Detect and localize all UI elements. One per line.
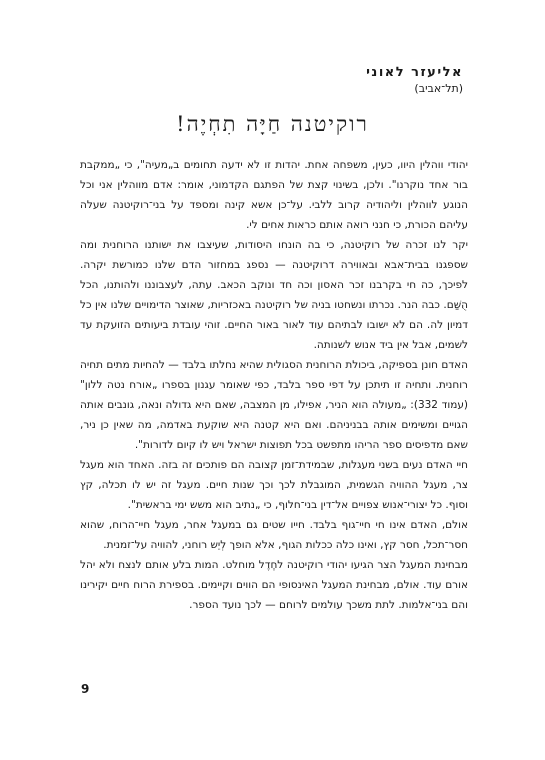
author-block [366, 64, 463, 96]
paragraph: אולם, האדם אינו חי חיי־גוף בלבד. חייו שטים גם במעגל אחר, מעגל חיי־הרוח, שהוא חסר־תכל, חסר קץ, ואינו כלה ככלות הגוף, אלא הופך לְיֵש רוחני, להוויה על־זמנית. [80, 519, 468, 551]
article-body [80, 155, 468, 615]
page-number: 9 [81, 682, 90, 696]
author-city: (תל־אביב) [414, 82, 463, 95]
paragraph: האדם חונן בספיקה, ביכולת הרוחנית הסגולית שהיא נחלתו בלבד — להחיות מתים תחיה רוחנית. ותחיה זו תיתכן על דפי ספר בלבד, כפי שאומר עגנון בספרו „אורח נטה ללון" (עמוד 332): „מעולה הוא הניר, אפילו, מן המצבה, שאם היא גדולה ונאה, גונבים אותה הגויים ומשימים אותה בבניניהם. ואם היא קטנה היא שוקעת באדמה, מה שאין כן ניר, שאם מדפיסים ספר הריהו מתפשט בכל תפוצות ישראל ויש לו קיום לדורות". [80, 359, 468, 451]
paragraph: יקר לנו זכרה של רוקיטנה, כי בה הונחו היסודות, שעיצבו את ישותנו הרוחנית ומה שספגנו בבית־אבא ובאווירה דרוקיטנה — נספג במחזור הדם שלנו כמורשת יקרה. לפיכך, כה חי בקרבנו זכר האסון וכה חד ונוקב הכאב. עתה, לעצבוננו ולהותנו, הכל הֻשַּׁם. כבה הנר. נכרתו ונשחטו בניה של רוקיטנה באכזריות, שאוצר הדימויים שלנו אין כל דמיון לה. הם לא ישובו לבתיהם עוד לאור באור החיים. זוהי עובדת ביעותים הזועקת עד לשמים, אבל אין ביד אנוש לשנותה. [80, 239, 468, 351]
author-name: אליעזר לאוני [366, 65, 463, 80]
paragraph: מבחינת המעגל הצר הגיעו יהודי רוקיטנה לחֶדֶל מוחלט. המות בלע אותם לנצח ולא יהל אורם עוד. אולם, מבחינת המעגל האינסופי הם הווים וקיימים. בספירת הרוח חיים יקירינו והם בני־אלמות. לתת משכך עולמים לרוחם — לכך נועד הספר. [80, 559, 468, 611]
article-title: רוקיטנה חַיָּה תִחְיֶה! [176, 112, 369, 136]
paragraph: יהודי ווהלין היוו, כעין, משפחה אחת. יהדות זו לא ידעה תחומים ב„מעיה", כי „ממקבת בור אחד נוקרנו". ולכן, בשינוי קצת של הפתגם הקדמוני, אומר: אדם מווהלין אני וכל הנוגע לווהלין וליהודיה קרוב ללבי. על־כן אשא קינה ומספד על בני־רוקיטנה שעלה עליהם הכורת, כי חנני רואה אותם כראות אחים לי. [80, 159, 468, 231]
paragraph: חיי האדם נעים בשני מעגלות, שבמידת־זמן קצובה הם פותכים זה בזה. האחד הוא מעגל צר, מעגל ההוויה הגשמית, המוגבלת לכך וכך שנות חיים. מעגל זה יש לו תכלה, קץ וסוף. כל יצורי־אנוש צפויים אל־דין בני־חלוף, כי „נתיב הוא משש ימי בראשית". [80, 459, 468, 511]
